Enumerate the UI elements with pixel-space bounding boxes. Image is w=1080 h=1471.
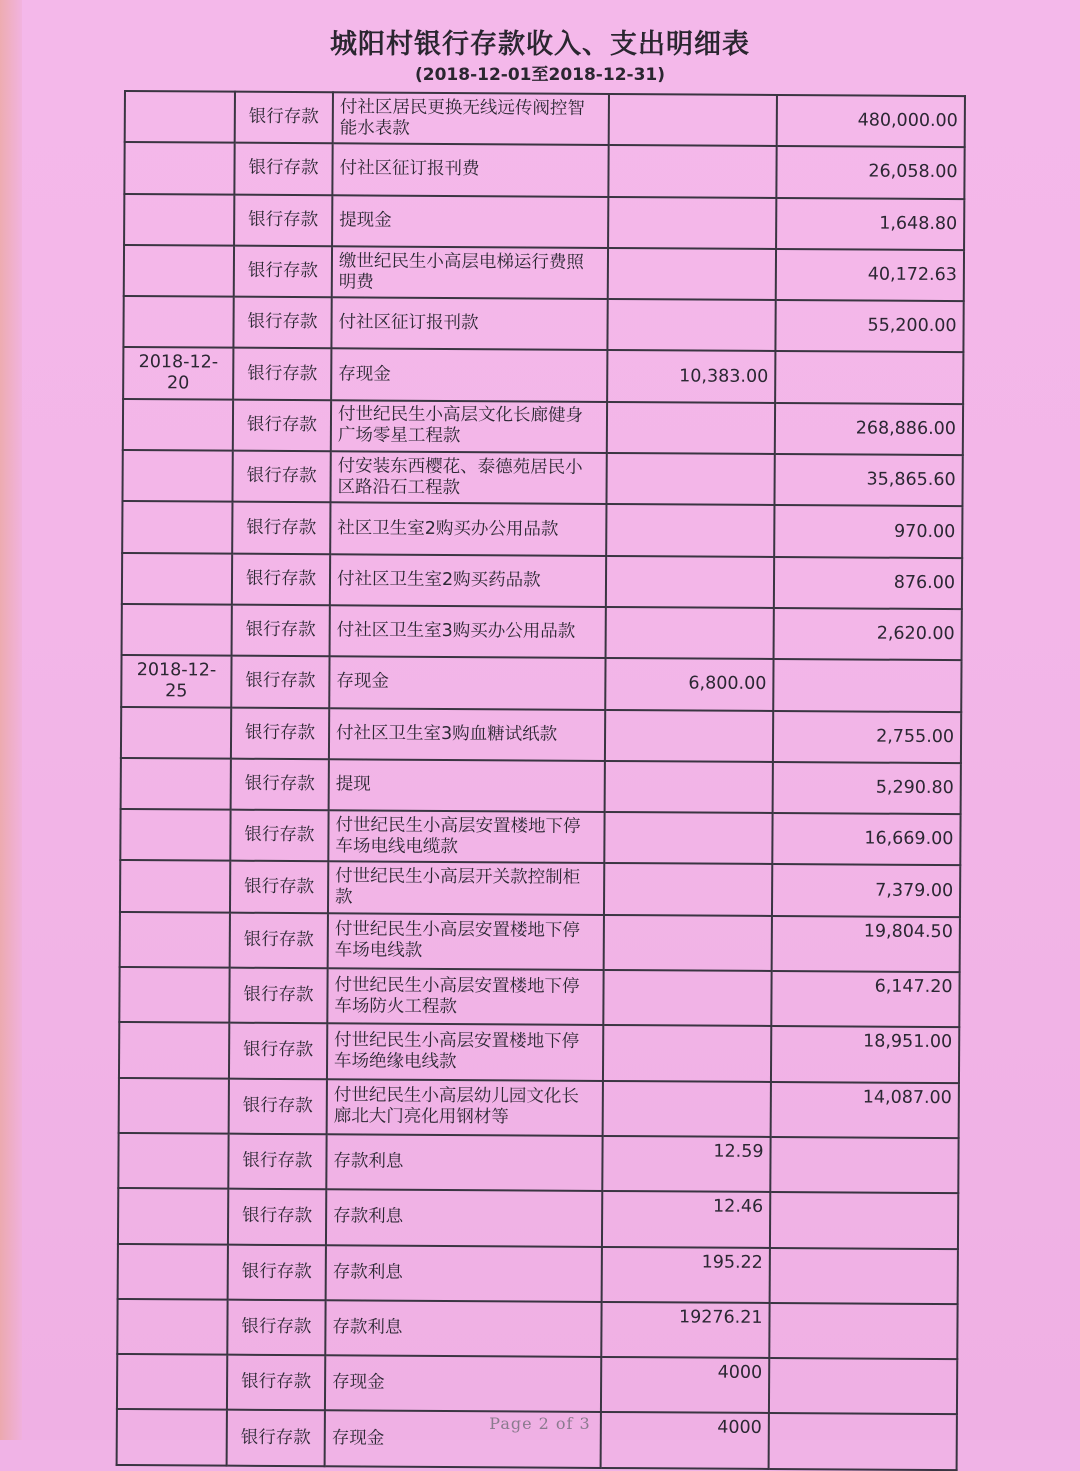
row-account-cell: 银行存款: [234, 194, 332, 246]
row-expense-cell: 268,886.00: [775, 403, 963, 455]
row-income-cell: [604, 863, 772, 915]
row-income-cell: [603, 1025, 771, 1081]
row-account-cell: 银行存款: [229, 968, 327, 1024]
row-income-cell: [608, 248, 776, 300]
row-expense-cell: 35,865.60: [774, 454, 962, 506]
row-expense-cell: 18,951.00: [771, 1026, 959, 1082]
row-description-cell: 社区卫生室2购买办公用品款: [330, 503, 606, 556]
row-account-cell: 银行存款: [229, 1023, 327, 1079]
row-income-cell: [605, 761, 773, 813]
table-row: [123, 399, 963, 455]
table-row: [119, 1022, 959, 1082]
row-income-cell: 12.59: [602, 1136, 770, 1192]
row-expense-cell: 19,804.50: [772, 916, 960, 972]
row-date-cell: [124, 194, 234, 246]
row-description-cell: 提现: [329, 759, 605, 812]
table-row: [119, 967, 959, 1027]
ledger-table: [116, 90, 966, 1471]
row-expense-cell: 2,755.00: [773, 711, 961, 763]
row-expense-cell: [769, 1303, 957, 1359]
row-expense-cell: 40,172.63: [776, 249, 964, 301]
row-description-cell: 付社区卫生室3购血糖试纸款: [329, 708, 605, 761]
row-account-cell: 银行存款: [228, 1189, 326, 1245]
row-description-cell: 付世纪民生小高层幼儿园文化长廊北大门亮化用钢材等: [327, 1079, 603, 1136]
table-row: [118, 1188, 958, 1248]
row-income-cell: 4000: [601, 1412, 769, 1468]
row-date-cell: [117, 1299, 227, 1355]
row-account-cell: 银行存款: [229, 1078, 327, 1134]
row-account-cell: 银行存款: [231, 759, 329, 811]
row-date-cell: [119, 1022, 229, 1078]
row-income-cell: 19276.21: [601, 1302, 769, 1358]
row-income-cell: 6,800.00: [605, 658, 773, 710]
row-date-cell: [119, 967, 229, 1023]
row-income-cell: 195.22: [602, 1246, 770, 1302]
row-description-cell: 存现金: [325, 1411, 601, 1468]
table-row: [117, 1354, 957, 1414]
row-description-cell: 付世纪民生小高层开关款控制柜款: [328, 862, 604, 915]
row-date-cell: [118, 1244, 228, 1300]
row-expense-cell: 55,200.00: [775, 300, 963, 352]
row-account-cell: 银行存款: [231, 656, 329, 708]
row-income-cell: 12.46: [602, 1191, 770, 1247]
row-expense-cell: 2,620.00: [774, 608, 962, 660]
row-description-cell: 存款利息: [326, 1245, 602, 1302]
row-account-cell: 银行存款: [230, 861, 328, 913]
row-expense-cell: 26,058.00: [776, 146, 964, 198]
row-income-cell: [603, 1081, 771, 1137]
row-description-cell: 付世纪民生小高层文化长廊健身广场零星工程款: [331, 400, 607, 453]
row-income-cell: [607, 299, 775, 351]
page-edge-shadow: [0, 0, 22, 1440]
row-income-cell: [606, 504, 774, 556]
row-description-cell: 存款利息: [325, 1300, 601, 1357]
row-account-cell: 银行存款: [232, 553, 330, 605]
row-description-cell: 存现金: [331, 349, 607, 402]
row-expense-cell: [770, 1192, 958, 1248]
row-expense-cell: 16,669.00: [772, 813, 960, 865]
row-date-cell: [117, 1354, 227, 1410]
row-account-cell: 银行存款: [234, 143, 332, 195]
row-expense-cell: 876.00: [774, 557, 962, 609]
row-income-cell: [604, 812, 772, 864]
table-row: [118, 1244, 958, 1304]
row-expense-cell: 6,147.20: [771, 971, 959, 1027]
row-date-cell: [120, 912, 230, 968]
row-description-cell: 付安装东西樱花、泰德苑居民小区路沿石工程款: [330, 451, 606, 504]
row-date-cell: [120, 809, 230, 861]
row-description-cell: 付世纪民生小高层安置楼地下停车场防火工程款: [327, 968, 603, 1025]
row-description-cell: 存现金: [329, 657, 605, 710]
row-description-cell: 付社区征订报刊款: [331, 297, 607, 350]
row-account-cell: 银行存款: [230, 912, 328, 968]
row-expense-cell: [770, 1247, 958, 1303]
row-expense-cell: [769, 1358, 957, 1414]
row-description-cell: 付社区卫生室2购买药品款: [330, 554, 606, 607]
row-date-cell: 2018-12-20: [123, 347, 233, 399]
ledger-body: [117, 91, 965, 1470]
table-row: [122, 501, 962, 557]
row-date-cell: [123, 399, 233, 451]
table-row: [124, 194, 964, 250]
row-account-cell: 银行存款: [233, 399, 331, 451]
row-description-cell: 存款利息: [326, 1134, 602, 1191]
row-description-cell: 缴世纪民生小高层电梯运行费照明费: [332, 246, 608, 299]
row-expense-cell: 7,379.00: [772, 864, 960, 916]
row-description-cell: 提现金: [332, 195, 608, 248]
row-account-cell: 银行存款: [232, 502, 330, 554]
row-account-cell: 银行存款: [232, 451, 330, 503]
row-date-cell: [122, 450, 232, 502]
table-row: [118, 1133, 958, 1193]
table-row: [120, 912, 960, 972]
row-expense-cell: 970.00: [774, 505, 962, 557]
row-date-cell: [121, 707, 231, 759]
row-account-cell: 银行存款: [228, 1134, 326, 1190]
row-income-cell: [603, 970, 771, 1026]
row-date-cell: [124, 142, 234, 194]
row-date-cell: [120, 860, 230, 912]
row-income-cell: [604, 915, 772, 971]
row-account-cell: 银行存款: [232, 605, 330, 657]
document-period: (2018-12-01至2018-12-31): [414, 65, 666, 85]
row-income-cell: 10,383.00: [607, 350, 775, 402]
row-income-cell: [609, 94, 777, 146]
row-expense-cell: 480,000.00: [777, 95, 965, 147]
table-row: [122, 450, 962, 506]
table-row: [123, 296, 963, 352]
row-date-cell: [119, 1078, 229, 1134]
row-expense-cell: [775, 351, 963, 403]
row-account-cell: 银行存款: [228, 1244, 326, 1300]
table-row: [121, 758, 961, 814]
row-date-cell: [118, 1133, 228, 1189]
row-date-cell: 2018-12-25: [121, 655, 231, 707]
row-date-cell: [122, 501, 232, 553]
row-description-cell: 付社区居民更换无线远传阀控智能水表款: [333, 92, 609, 145]
row-date-cell: [118, 1188, 228, 1244]
row-account-cell: 银行存款: [227, 1299, 325, 1355]
row-date-cell: [122, 604, 232, 656]
row-date-cell: [122, 553, 232, 605]
table-row: [124, 142, 964, 198]
table-row: [117, 1299, 957, 1359]
row-expense-cell: 1,648.80: [776, 198, 964, 250]
row-date-cell: [125, 91, 235, 143]
row-income-cell: [607, 402, 775, 454]
row-income-cell: [608, 145, 776, 197]
row-description-cell: 付社区征订报刊费: [332, 144, 608, 197]
table-row: [120, 860, 960, 916]
row-expense-cell: [773, 659, 961, 711]
row-description-cell: 存款利息: [326, 1189, 602, 1246]
row-account-cell: 银行存款: [233, 348, 331, 400]
table-row: [122, 553, 962, 609]
row-description-cell: 存现金: [325, 1355, 601, 1412]
table-row: [125, 91, 965, 147]
row-expense-cell: 5,290.80: [773, 762, 961, 814]
row-date-cell: [121, 758, 231, 810]
row-income-cell: [608, 197, 776, 249]
table-row: [123, 347, 963, 403]
row-description-cell: 付世纪民生小高层安置楼地下停车场电线电缆款: [328, 810, 604, 863]
row-account-cell: 银行存款: [235, 92, 333, 144]
row-expense-cell: [770, 1137, 958, 1193]
row-date-cell: [123, 296, 233, 348]
row-description-cell: 付社区卫生室3购买办公用品款: [330, 605, 606, 658]
row-income-cell: [605, 710, 773, 762]
row-account-cell: 银行存款: [231, 707, 329, 759]
page-number: Page 2 of 3: [489, 1414, 591, 1433]
row-account-cell: 银行存款: [227, 1355, 325, 1411]
row-description-cell: 付世纪民生小高层安置楼地下停车场电线款: [328, 913, 604, 970]
row-account-cell: 银行存款: [230, 810, 328, 862]
row-income-cell: [606, 607, 774, 659]
row-income-cell: [606, 556, 774, 608]
table-row: [119, 1078, 959, 1138]
row-account-cell: 银行存款: [227, 1410, 325, 1466]
row-description-cell: 付世纪民生小高层安置楼地下停车场绝缘电线款: [327, 1024, 603, 1081]
row-income-cell: 4000: [601, 1357, 769, 1413]
document-title: 城阳村银行存款收入、支出明细表: [330, 29, 750, 60]
row-date-cell: [124, 245, 234, 297]
table-row: [120, 809, 960, 865]
table-row: [121, 707, 961, 763]
row-account-cell: 银行存款: [234, 246, 332, 298]
row-account-cell: 银行存款: [233, 297, 331, 349]
row-expense-cell: 14,087.00: [771, 1082, 959, 1138]
row-income-cell: [606, 453, 774, 505]
table-row: [121, 655, 961, 711]
table-row: [122, 604, 962, 660]
table-row: [124, 245, 964, 301]
